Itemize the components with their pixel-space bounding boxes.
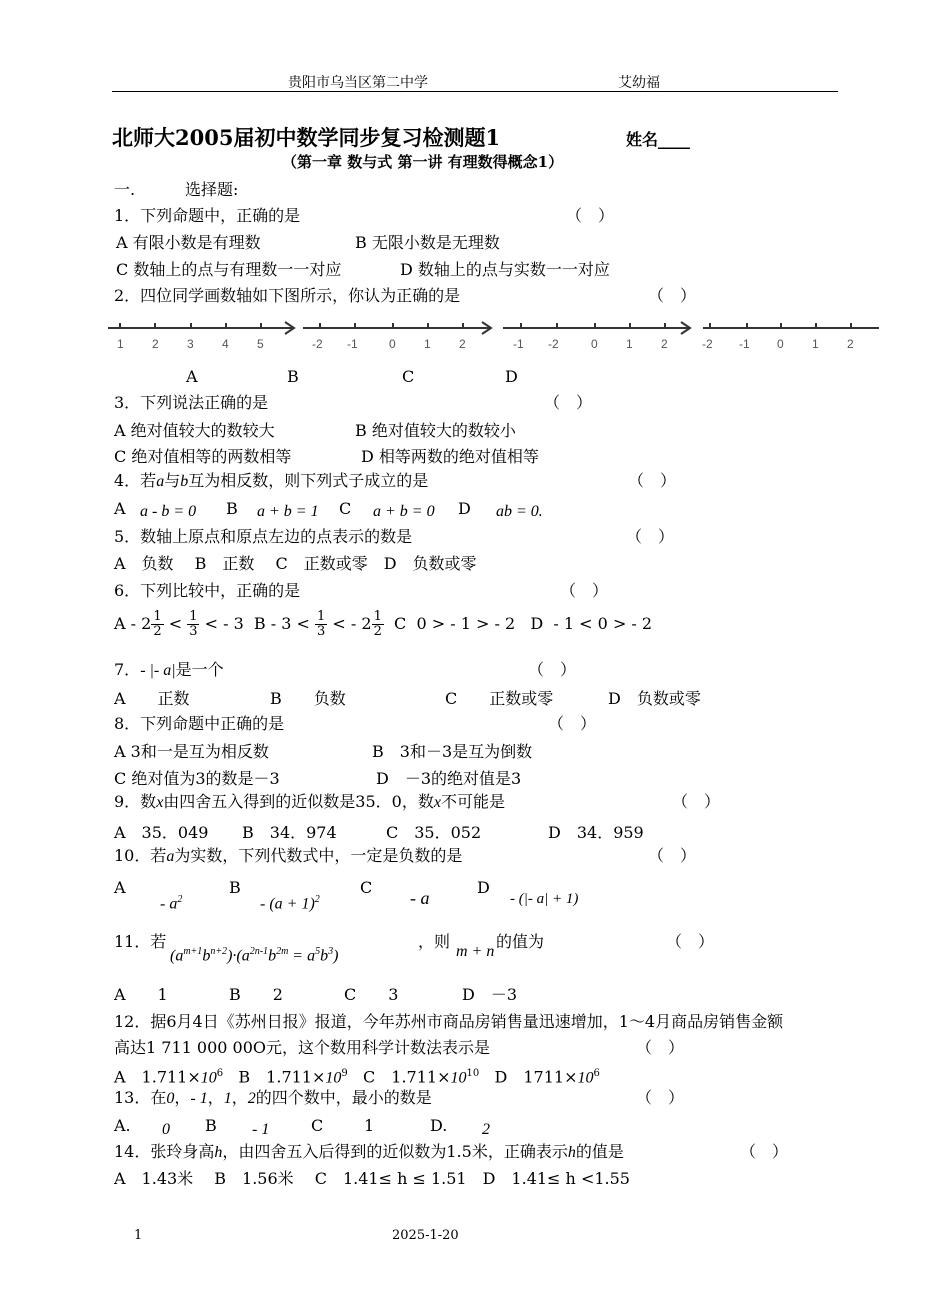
number-line-figures — [105, 318, 885, 358]
q1-paren: （ ） — [566, 206, 615, 225]
q7-paren: （ ） — [528, 660, 577, 679]
axis-a-tick-label: 3 — [187, 337, 194, 351]
header-rule — [112, 91, 838, 92]
q9-option-d: D 34．959 — [548, 823, 644, 842]
axis-d-tick-label: 0 — [777, 337, 784, 351]
q7-option-a: A 正数 — [114, 689, 190, 708]
q13-option-b: - 1 — [252, 1121, 270, 1138]
axis-c-tick-label: -2 — [548, 337, 559, 351]
q11-option-d: D －3 — [462, 985, 518, 1004]
q11-pre: 11．若 — [114, 932, 167, 951]
axis-c-tick-label: 1 — [626, 337, 633, 351]
q11-expression: $(a^{m+1}b^{n+2})\cdot(a^{2n-1}b^{2m} = a^5b^3)$ — [170, 946, 339, 965]
q8-option-b: B 3和－3是互为倒数 — [372, 742, 533, 761]
q10-option-b-label: B — [229, 878, 241, 897]
q4-option-c-label: C — [339, 499, 352, 518]
footer-page: 1 — [134, 1228, 143, 1243]
q8-option-d: D －3的绝对值是3 — [376, 769, 522, 788]
q3-paren: （ ） — [544, 393, 593, 412]
q13-stem: 13．在0，- 1，1，2的四个数中，最小的数是 — [114, 1088, 432, 1107]
q3-option-c: C 绝对值相等的两数相等 — [114, 447, 292, 466]
axis-d-tick-label: 2 — [847, 337, 854, 351]
page-title: 北师大2005届初中数学同步复习检测题1 — [112, 125, 501, 150]
name-field: 姓名____ — [626, 130, 691, 149]
q10-option-a-label: A — [114, 878, 126, 897]
q7-stem: 7．- |- a|是一个 — [114, 660, 224, 679]
q13-option-a-label: A. — [114, 1116, 131, 1135]
q2-stem: 2．四位同学画数轴如下图所示，你认为正确的是 — [114, 286, 461, 305]
axis-a-tick-label: 1 — [117, 337, 124, 351]
q2-label-b: B — [287, 367, 299, 386]
q14-paren: （ ） — [740, 1142, 789, 1161]
q4-option-a: a - b = 0 — [140, 503, 197, 520]
q2-paren: （ ） — [648, 286, 697, 305]
footer-date: 2025-1-20 — [392, 1228, 459, 1243]
q6-stem: 6．下列比较中，正确的是 — [114, 581, 301, 600]
section-num: 一. — [114, 180, 136, 199]
q10-option-d: - (|- a| + 1) — [510, 891, 579, 907]
q13-option-c: 1 — [364, 1116, 375, 1135]
q12-line2: 高达1 711 000 00O元，这个数用科学计数法表示是 — [114, 1038, 490, 1057]
q7-option-d: D 负数或零 — [608, 689, 701, 708]
q4-option-b: a + b = 1 — [257, 503, 319, 520]
subtitle: （第一章 数与式 第一讲 有理数得概念1） — [282, 153, 564, 171]
q8-option-c: C 绝对值为3的数是－3 — [114, 769, 280, 788]
header-author: 艾幼福 — [618, 75, 660, 91]
q13-option-c-label: C — [311, 1116, 324, 1135]
axis-b-tick-label: 0 — [389, 337, 396, 351]
q8-stem: 8．下列命题中正确的是 — [114, 714, 285, 733]
q9-option-c: C 35．052 — [386, 823, 482, 842]
axis-a-tick-label: 5 — [257, 337, 264, 351]
q11-post: 的值为 — [496, 932, 545, 951]
q3-option-a: A 绝对值较大的数较大 — [114, 421, 275, 440]
q7-option-b: B 负数 — [270, 689, 346, 708]
q11-option-b: B 2 — [229, 985, 283, 1004]
axis-b-tick-label: -2 — [312, 337, 323, 351]
q1-option-d: D 数轴上的点与实数一一对应 — [400, 260, 610, 279]
q10-stem: 10．若a为实数，下列代数式中，一定是负数的是 — [114, 846, 463, 865]
q13-option-a: 0 — [162, 1121, 170, 1138]
axis-b-tick-label: 2 — [459, 337, 466, 351]
axis-b-tick-label: 1 — [424, 337, 431, 351]
q6-options: A - 2 $\frac{1}{2}$ < $\frac{1}{3}$ < - 3 B - 3 < $\frac{1}{3}$ < - 2 $\frac{1}{2}$ C 0 > - 1 > - 2 D - 1 < 0 > - 2 — [114, 609, 653, 639]
q1-stem: 1．下列命题中，正确的是 — [114, 206, 301, 225]
q12-line1: 12．据6月4日《苏州日报》报道，今年苏州市商品房销售量迅速增加，1～4月商品房销售金额 — [114, 1012, 784, 1031]
axis-c-tick-label: 0 — [591, 337, 598, 351]
q9-option-b: B 34．974 — [242, 823, 337, 842]
q4-option-d: ab = 0. — [496, 503, 543, 520]
q4-option-a-label: A — [114, 499, 126, 518]
q9-option-a: A 35．049 — [114, 823, 209, 842]
q2-label-c: C — [402, 367, 415, 386]
q8-option-a: A 3和一是互为相反数 — [114, 742, 269, 761]
q5-options: A 负数 B 正数 C 正数或零 D 负数或零 — [114, 554, 477, 573]
q4-stem: 4．若a与b互为相反数，则下列式子成立的是 — [114, 471, 429, 490]
q13-option-d-label: D. — [430, 1116, 448, 1135]
q10-option-b: - $(a + 1)^2$ — [260, 894, 320, 913]
q4-option-c: a + b = 0 — [373, 503, 435, 520]
q6-paren: （ ） — [560, 581, 609, 600]
q4-option-b-label: B — [226, 499, 238, 518]
q3-option-b: B 绝对值较大的数较小 — [355, 421, 516, 440]
axis-d-tick-label: -2 — [702, 337, 713, 351]
axis-c-tick-label: -1 — [513, 337, 524, 351]
q4-paren: （ ） — [628, 471, 677, 490]
q2-label-a: A — [186, 367, 198, 386]
axis-b-tick-label: -1 — [347, 337, 358, 351]
q13-option-d: 2 — [482, 1121, 490, 1138]
axis-a-tick-label: 4 — [222, 337, 229, 351]
q12-paren: （ ） — [636, 1038, 685, 1057]
q7-option-c: C 正数或零 — [445, 689, 554, 708]
q1-option-c: C 数轴上的点与有理数一一对应 — [116, 260, 342, 279]
q14-options: A 1.43米 B 1.56米 C 1.41≤ h ≤ 1.51 D 1.41≤ h <1.55 — [114, 1169, 630, 1188]
q10-option-d-label: D — [477, 878, 490, 897]
q10-option-c-label: C — [360, 878, 373, 897]
q5-stem: 5．数轴上原点和原点左边的点表示的数是 — [114, 527, 413, 546]
q5-paren: （ ） — [626, 527, 675, 546]
q11-then: ，则 — [418, 932, 451, 951]
q3-stem: 3．下列说法正确的是 — [114, 393, 269, 412]
q1-option-b: B 无限小数是无理数 — [355, 233, 500, 252]
q11-mn: m + n — [456, 943, 495, 960]
axis-c-tick-label: 2 — [661, 337, 668, 351]
q11-paren: （ ） — [666, 932, 715, 951]
q11-option-a: A 1 — [114, 985, 168, 1004]
axis-d-tick-label: -1 — [739, 337, 750, 351]
q10-paren: （ ） — [648, 846, 697, 865]
q8-paren: （ ） — [548, 714, 597, 733]
q10-option-a: - $a^2$ — [160, 894, 183, 913]
q2-label-d: D — [505, 367, 518, 386]
q13-option-b-label: B — [205, 1116, 217, 1135]
axis-d-tick-label: 1 — [812, 337, 819, 351]
header-school: 贵阳市乌当区第二中学 — [288, 75, 428, 91]
q3-option-d: D 相等两数的绝对值相等 — [361, 447, 539, 466]
q9-stem: 9．数x由四舍五入得到的近似数是35．0，数x不可能是 — [114, 792, 505, 811]
q10-option-c: - a — [410, 888, 430, 908]
axis-a-tick-label: 2 — [152, 337, 159, 351]
section-label: 选择题: — [185, 180, 239, 199]
q9-paren: （ ） — [672, 792, 721, 811]
q11-option-c: C 3 — [344, 985, 399, 1004]
q4-option-d-label: D — [458, 499, 471, 518]
q12-options: A $1.711\times 10^6$ B $1.711\times 10^9$ C $1.711\times 10^{10}$ D $1711\times 10^6$ — [114, 1067, 600, 1087]
q14-stem: 14．张玲身高h，由四舍五入后得到的近似数为1.5米，正确表示h的值是 — [114, 1142, 624, 1161]
q13-paren: （ ） — [636, 1088, 685, 1107]
q1-option-a: A 有限小数是有理数 — [116, 233, 261, 252]
